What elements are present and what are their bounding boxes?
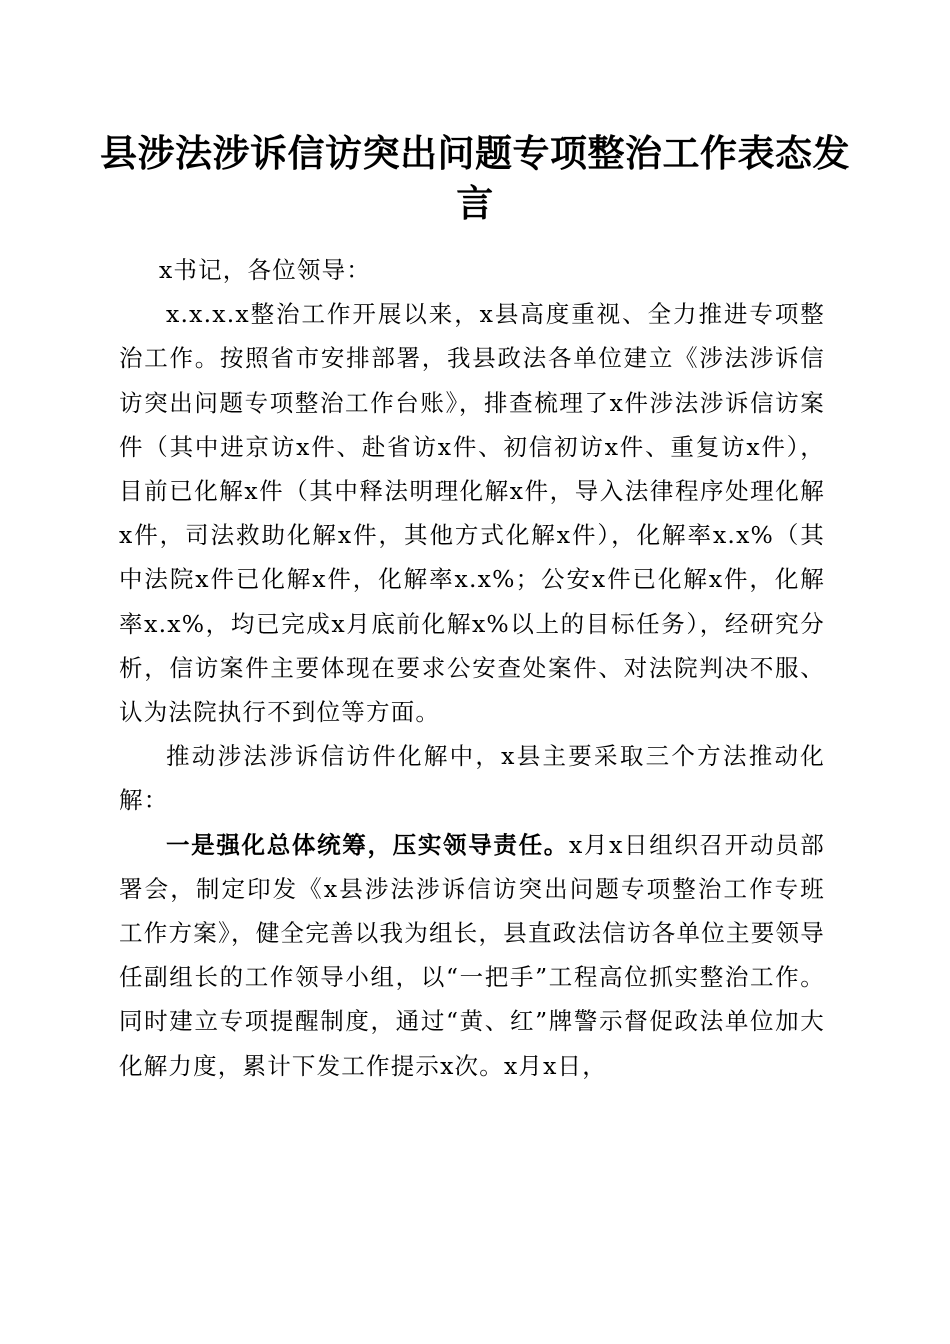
paragraph-overview [119, 292, 825, 734]
paragraph-text: 推动涉法涉诉信访件化解中，x县主要采取三个方法推动化解： [119, 742, 825, 815]
salutation: x书记，各位领导： [158, 256, 371, 284]
paragraph-method-one [119, 823, 825, 1088]
paragraph-text: x月x日组织召开动员部署会，制定印发《x县涉法涉诉信访突出问题专项整治工作专班工作方案》，健全完善以我为组长，县直政法信访各单位主要领导任副组长的工作领导小组，以“一把手”工程高位抓实整治工作。同时建立专项提醒制度，通过“黄、红”牌警示督促政法单位加大化解力度，累计下发工作提示x次。x月x日， [119, 830, 825, 1080]
document-body [119, 248, 825, 1088]
paragraph-methods-intro [119, 734, 825, 822]
paragraph-text: x.x.x.x整治工作开展以来，x县高度重视、全力推进专项整治工作。按照省市安排部署，我县政法各单位建立《涉法涉诉信访突出问题专项整治工作台账》，排查梳理了x件涉法涉诉信访案件（其中进京访x件、赴省访x件、初信初访x件、重复访x件），目前已化解x件（其中释法明理化解x件，导入法律程序处理化解x件，司法救助化解x件，其他方式化解x件），化解率x.x%（其中法院x件已化解x件，化解率x.x%；公安x件已化解x件，化解率x.x%，均已完成x月底前化解x%以上的目标任务），经研究分析，信访案件主要体现在要求公安查处案件、对法院判决不服、认为法院执行不到位等方面。 [119, 300, 825, 727]
document-title: 县涉法涉诉信访突出问题专项整治工作表态发言 [100, 131, 850, 225]
paragraph-lead-heading: 一是强化总体统筹，压实领导责任。 [166, 830, 569, 859]
